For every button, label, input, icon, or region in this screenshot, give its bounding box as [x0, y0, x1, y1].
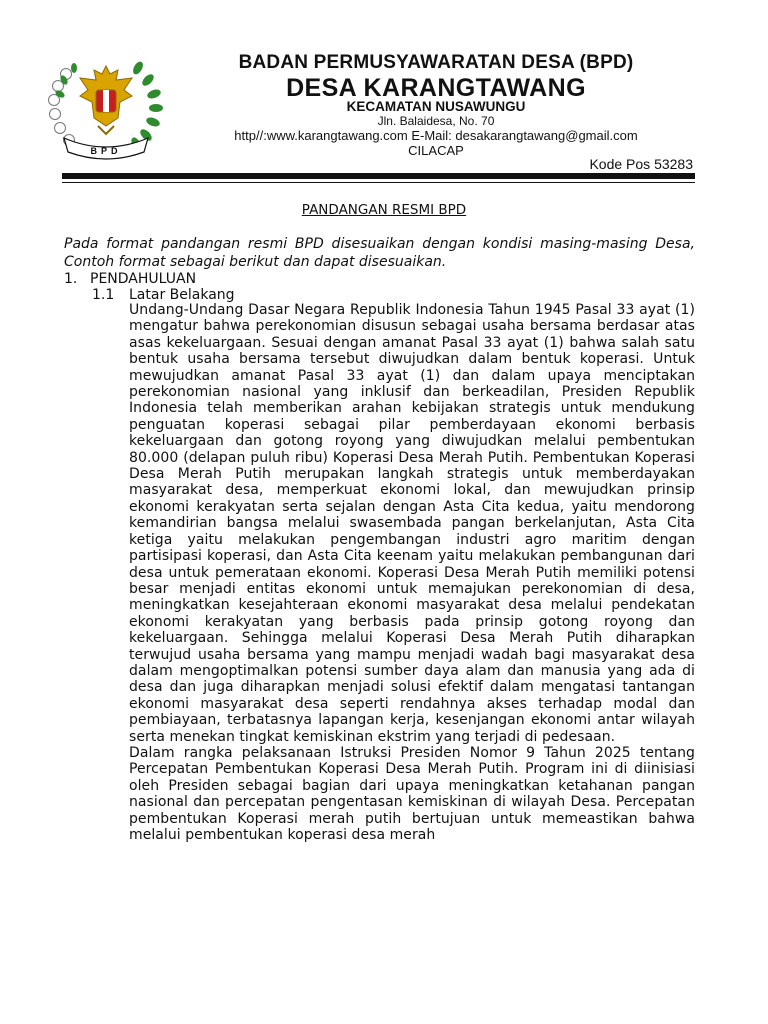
subsection-heading-1-1: [92, 287, 235, 303]
garuda-emblem-icon: [80, 66, 132, 134]
bpd-emblem-logo: [46, 52, 166, 164]
subsection-number: 1.1: [92, 287, 115, 303]
paragraph-1: Undang-Undang Dasar Negara Republik Indonesia Tahun 1945 Pasal 33 ayat (1) mengatur bahwa perekonomian disusun sebagai usaha bersama berdasar atas asas kekeluargaan. Sesuai dengan amanat Pasal 33 ayat (1) bahwa salah satu bentuk usaha bersama tersebut diwujudkan dalam bentuk koperasi. Untuk mewujudkan amanat Pasal 33 ayat (1) dan dalam upaya menciptakan perekonomian nasional yang inklusif dan berkeadilan, Presiden Republik Indonesia telah memberikan arahan kebijakan strategis untuk mendukung penguatan koperasi sebagai pilar pemberdayaan ekonomi berbasis kekeluargaan dan gotong royong yang diwujudkan melalui pembentukan 80.000 (delapan puluh ribu) Koperasi Desa Merah Putih. Pembentukan Koperasi Desa Merah Putih merupakan langkah strategis untuk memberdayakan masyarakat desa, memperkuat ekonomi lokal, dan mewujudkan prinsip ekonomi kerakyatan serta sejalan dengan Asta Cita kedua, yaitu mendorong kemandirian bangsa melalui swasembada pangan berkelanjutan, Asta Cita ketiga yaitu melakukan pengembangan industri agro maritim dengan partisipasi koperasi, dan Asta Cita keenam yaitu melakukan pembangunan dari desa untuk pemerataan ekonomi. Koperasi Desa Merah Putih memiliki potensi besar menjadi entitas ekonomi untuk memajukan perekonomian di desa, meningkatkan kesejahteraan ekonomi masyarakat desa melalui pendekatan ekonomi kerakyatan yang berbasis pada prinsip gotong royong dan kekeluargaan. Sehingga melalui Koperasi Desa Merah Putih diharapkan terwujud usaha bersama yang mampu menjadi wadah bagi masyarakat desa dalam mengoptimalkan potensi sumber daya alam dan manusia yang ada di desa dan juga diharapkan menjadi solusi efektif dalam mengatasi tantangan ekonomi masyarakat desa seperti rendahnya akses terhadap modal dan pembiayaan, terbatasnya lapangan kerja, kesenjangan ekonomi antar wilayah serta menekan tingkat kemiskinan ekstrim yang terjadi di pedesaan.: [129, 302, 695, 745]
section-heading-1: [64, 271, 196, 287]
village-name: DESA KARANGTAWANG: [286, 74, 586, 102]
district-name: KECAMATAN NUSAWUNGU: [346, 99, 526, 114]
org-name: BADAN PERMUSYAWARATAN DESA (BPD): [238, 52, 634, 73]
document-title: PANDANGAN RESMI BPD: [301, 202, 467, 218]
postal-code: Kode Pos 53283: [589, 156, 693, 172]
logo-lettering: BPD: [90, 146, 122, 156]
header-divider-thick: [62, 173, 695, 179]
subsection-label: Latar Belakang: [129, 287, 235, 303]
paragraph-2: Dalam rangka pelaksanaan Istruksi Presiden Nomor 9 Tahun 2025 tentang Percepatan Pembentukan Koperasi Desa Merah Putih. Program ini di diinisiasi oleh Presiden sebagai bagian dari upaya meningkatkan ketahanan pangan nasional dan percepatan pengentasan kemiskinan di wilayah Desa. Percepatan pembentukan Koperasi merah putih bertujuan untuk memeastikan bahwa melalui pembentukan koperasi desa merah: [129, 744, 695, 843]
header-divider-thin: [62, 182, 695, 183]
body-text: [129, 302, 695, 843]
section-number: 1.: [64, 271, 78, 287]
section-label: PENDAHULUAN: [90, 271, 197, 287]
intro-note: Pada format pandangan resmi BPD disesuaikan dengan kondisi masing-masing Desa, Contoh format sebagai berikut dan dapat disesuaikan.: [64, 236, 695, 270]
regency-name: CILACAP: [408, 143, 464, 158]
contact-line: http//:www.karangtawang.com E-Mail: desakarangtawang@gmail.com: [234, 128, 638, 143]
address: Jln. Balaidesa, No. 70: [377, 114, 495, 128]
